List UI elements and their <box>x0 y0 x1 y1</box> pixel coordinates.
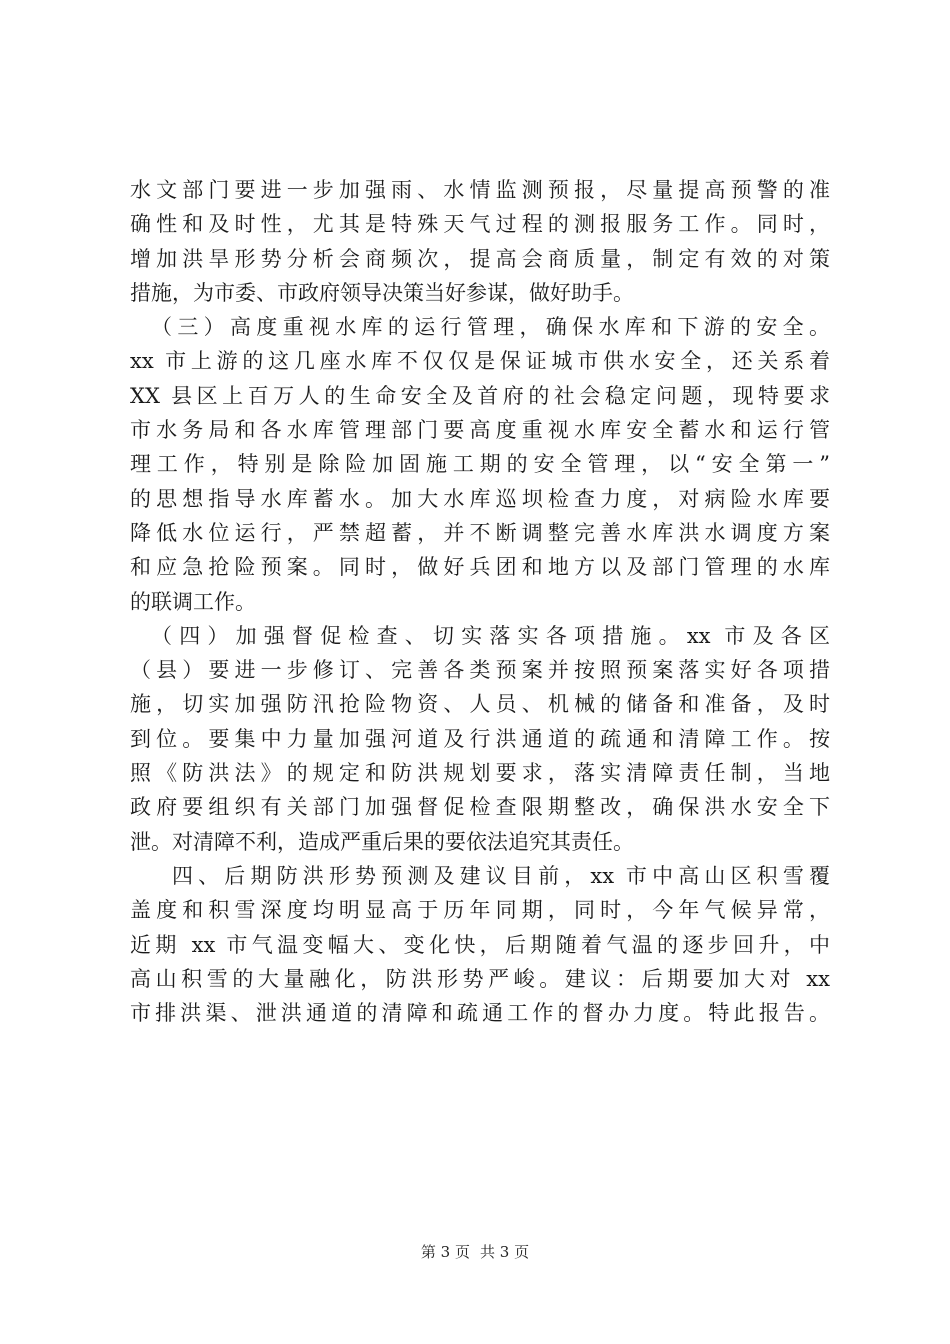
page-number: 第 3 页 <box>420 1243 470 1261</box>
text-line: 泄。对清障不利，造成严重后果的要依法追究其责任。 <box>130 829 634 854</box>
page-footer <box>0 1242 950 1262</box>
text-line: XX 县区上百万人的生命安全及首府的社会稳定问题，现特要求 <box>130 383 830 408</box>
text-line: 增加洪旱形势分析会商频次，提高会商质量，制定有效的对策 <box>130 246 830 271</box>
text-line: （县）要进一步修订、完善各类预案并按照预案落实好各项措 <box>130 658 830 683</box>
section-heading-3: （三）高度重视水库的运行管理，确保水库和下游的安全。 <box>151 315 830 340</box>
text-line: 的思想指导水库蓄水。加大水库巡坝检查力度，对病险水库要 <box>130 486 830 511</box>
page-total: 共 3 页 <box>480 1243 530 1261</box>
text-line: 水文部门要进一步加强雨、水情监测预报，尽量提高预警的准 <box>130 178 830 202</box>
text-line: 市排洪渠、泄洪通道的清障和疏通工作的督办力度。特此报告。 <box>130 1001 830 1026</box>
text-line: 确性和及时性，尤其是特殊天气过程的测报服务工作。同时， <box>130 212 830 237</box>
text-line: 市水务局和各水库管理部门要高度重视水库安全蓄水和运行管 <box>130 418 830 443</box>
text-line: 政府要组织有关部门加强督促检查限期整改，确保洪水安全下 <box>130 795 830 820</box>
section-heading-four: 四、后期防洪形势预测及建议目前，xx 市中高山区积雪覆 <box>172 863 830 888</box>
text-line: 高山积雪的大量融化，防洪形势严峻。建议：后期要加大对 xx <box>130 966 830 991</box>
text-line: 近期 xx 市气温变幅大、变化快，后期随着气温的逐步回升，中 <box>130 932 830 957</box>
text-line: 降低水位运行，严禁超蓄，并不断调整完善水库洪水调度方案 <box>130 520 830 545</box>
document-body <box>130 173 830 1030</box>
text-line: 照《防洪法》的规定和防洪规划要求，落实清障责任制，当地 <box>130 761 830 786</box>
text-line: 盖度和积雪深度均明显高于历年同期，同时，今年气候异常， <box>130 898 830 923</box>
text-line: 到位。要集中力量加强河道及行洪通道的疏通和清障工作。按 <box>130 726 830 751</box>
text-line: 的联调工作。 <box>130 589 256 614</box>
text-line: 施，切实加强防汛抢险物资、人员、机械的储备和准备，及时 <box>130 692 830 717</box>
text-line: 和应急抢险预案。同时，做好兵团和地方以及部门管理的水库 <box>130 555 830 580</box>
text-line: 措施，为市委、市政府领导决策当好参谋，做好助手。 <box>130 280 634 305</box>
text-line: 理工作，特别是除险加固施工期的安全管理，以“安全第一” <box>130 452 830 477</box>
section-heading-4: （四）加强督促检查、切实落实各项措施。xx 市及各区 <box>151 623 830 648</box>
text-line: xx 市上游的这几座水库不仅仅是保证城市供水安全，还关系着 <box>130 349 830 374</box>
